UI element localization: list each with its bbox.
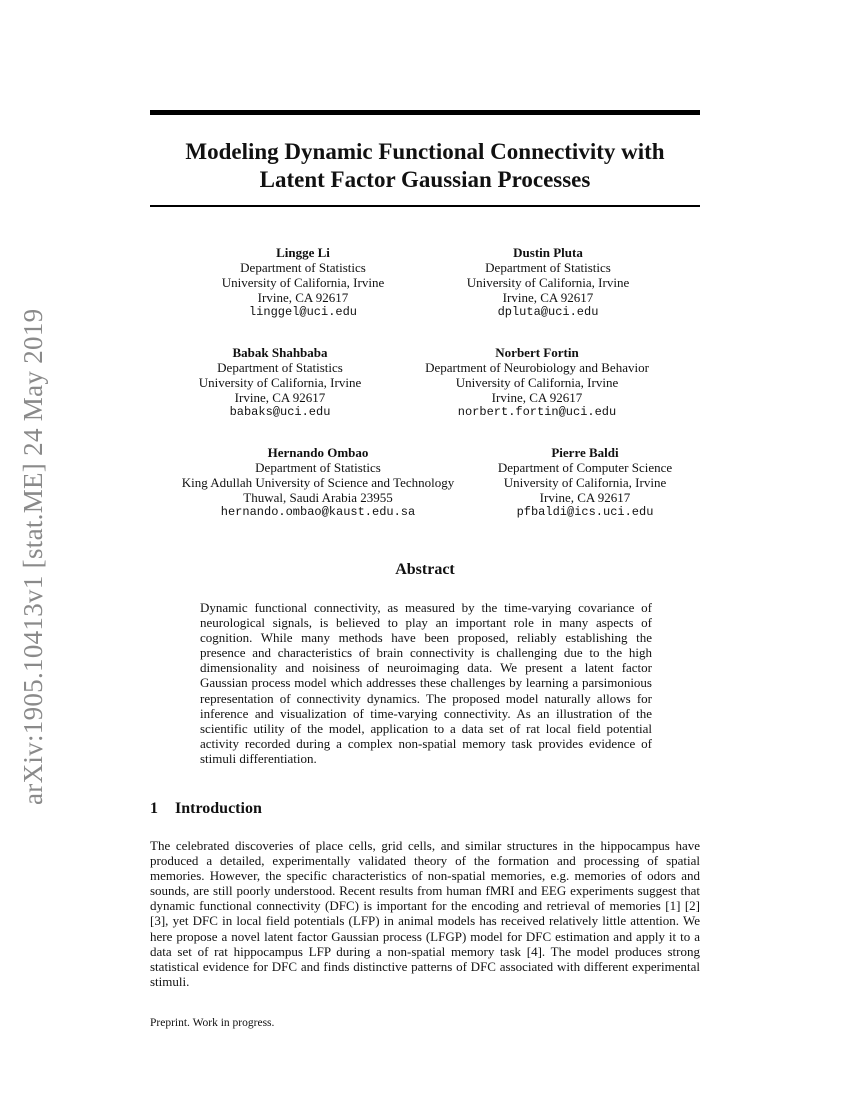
author-institution: University of California, Irvine (455, 375, 619, 390)
author-department: Department of Statistics (240, 260, 366, 275)
author-block (203, 245, 403, 320)
author-name: Hernando Ombao (267, 445, 369, 460)
author-name: Lingge Li (276, 245, 330, 260)
section-heading-introduction (150, 800, 262, 818)
author-institution: University of California, Irvine (198, 375, 362, 390)
author-address: Thuwal, Saudi Arabia 23955 (243, 490, 393, 505)
author-email[interactable]: linggel@uci.edu (248, 305, 358, 319)
author-department: Department of Statistics (485, 260, 611, 275)
preprint-footnote: Preprint. Work in progress. (150, 1017, 275, 1029)
author-department: Department of Statistics (255, 460, 381, 475)
author-email[interactable]: pfbaldi@ics.uci.edu (516, 505, 654, 519)
author-block (163, 445, 473, 520)
author-address: Irvine, CA 92617 (502, 290, 594, 305)
author-address: Irvine, CA 92617 (234, 390, 326, 405)
author-name: Norbert Fortin (495, 345, 579, 360)
abstract-heading: Abstract (395, 561, 455, 578)
author-block (407, 345, 667, 420)
author-email[interactable]: babaks@uci.edu (229, 405, 331, 419)
abstract-text: Dynamic functional connectivity, as measured by the time-varying covariance of neurological signals, is believed to play an important role in many aspects of cognition. While many methods have been proposed, reliably establishing the presence and characteristics of brain connectivity is challenging due to the high dimensionality and noisiness of neuroimaging data. We present a latent factor Gaussian process model which addresses these challenges by learning a parsimonious representation of connectivity dynamics. The proposed model naturally allows for inference and visualization of time-varying connectivity. As an illustration of the scientific utility of the model, application to a data set of rat local field potential activity recorded during a complex non-spatial memory task provides evidence of stimuli differentiation. (200, 600, 652, 766)
author-department: Department of Computer Science (497, 460, 673, 475)
author-email[interactable]: dpluta@uci.edu (497, 305, 599, 319)
author-name: Pierre Baldi (551, 445, 619, 460)
author-address: Irvine, CA 92617 (491, 390, 583, 405)
author-institution: University of California, Irvine (221, 275, 385, 290)
author-email[interactable]: norbert.fortin@uci.edu (457, 405, 617, 419)
title-bottom-rule (150, 205, 700, 207)
author-address: Irvine, CA 92617 (539, 490, 631, 505)
author-institution: University of California, Irvine (503, 475, 667, 490)
author-block (448, 245, 648, 320)
author-name: Babak Shahbaba (232, 345, 328, 360)
section-title: Introduction (175, 800, 262, 817)
introduction-text: The celebrated discoveries of place cells, grid cells, and similar structures in the hippocampus have produced a detailed, experimentally validated theory of the formation and processing of spatial memories. However, the specific characteristics of non-spatial memories, e.g. memories of odors and sounds, are still poorly understood. Recent results from human fMRI and EEG experiments suggest that dynamic functional connectivity (DFC) is important for the encoding and retrieval of memories [1] [2] [3], yet DFC in local field potentials (LFP) in animal models has received relatively little attention. We here propose a novel latent factor Gaussian process (LFGP) model for DFC estimation and apply it to a data set of rat hippocampus LFP during a non-spatial memory task [4]. The model produces strong statistical evidence for DFC and finds distinctive patterns of DFC associated with different experimental stimuli. (150, 838, 700, 989)
author-block (180, 345, 380, 420)
author-institution: King Adullah University of Science and Technology (181, 475, 455, 490)
author-address: Irvine, CA 92617 (257, 290, 349, 305)
author-institution: University of California, Irvine (466, 275, 630, 290)
author-department: Department of Neurobiology and Behavior (425, 360, 649, 375)
section-number: 1 (150, 800, 158, 817)
author-department: Department of Statistics (217, 360, 343, 375)
arxiv-identifier: arXiv:1905.10413v1 [stat.ME] 24 May 2019 (18, 308, 48, 805)
paper-title: Modeling Dynamic Functional Connectivity with Latent Factor Gaussian Processes (185, 139, 665, 192)
author-block (470, 445, 700, 520)
title-top-rule (150, 110, 700, 115)
author-name: Dustin Pluta (513, 245, 583, 260)
author-email[interactable]: hernando.ombao@kaust.edu.sa (220, 505, 416, 519)
